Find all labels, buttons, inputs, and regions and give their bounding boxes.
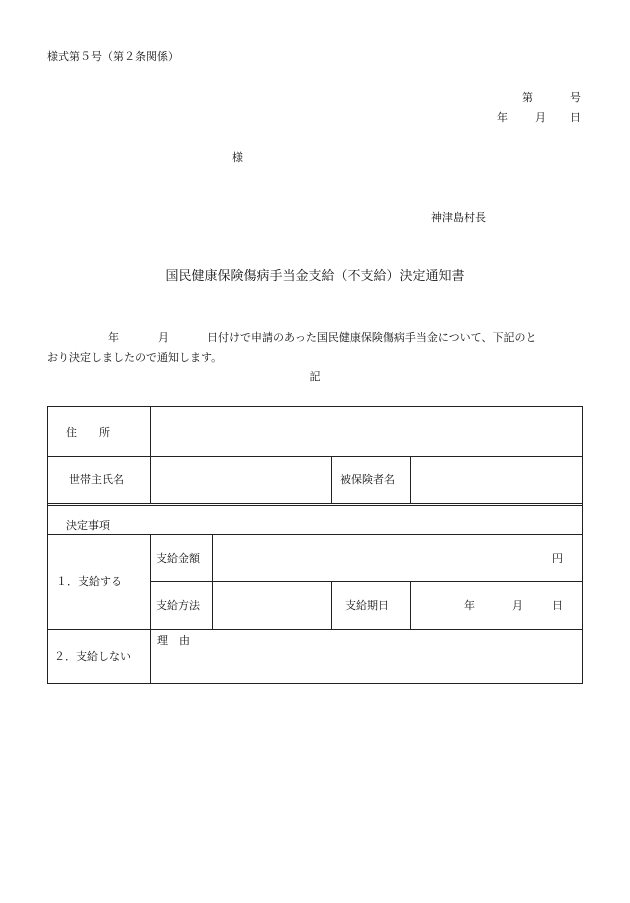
- insured-name-label: 被保険者名: [340, 473, 395, 486]
- table-line: [150, 406, 151, 504]
- recipient-honorific: 様: [232, 151, 243, 164]
- decision-section-label: 決定事項: [66, 519, 110, 532]
- form-number: 様式第５号（第２条関係）: [47, 50, 179, 63]
- table-line: [47, 629, 583, 630]
- table-line: [150, 581, 583, 582]
- table-line: [212, 534, 213, 629]
- table-line: [410, 581, 411, 629]
- table-line: [47, 505, 583, 506]
- table-line: [47, 406, 583, 407]
- option-pay-label: １．支給する: [56, 575, 122, 588]
- amount-unit: 円: [552, 552, 563, 565]
- doc-number-suffix: 号: [570, 91, 581, 104]
- body-sentence-part2: おり決定しましたので通知します。: [47, 351, 223, 364]
- table-line: [47, 683, 583, 684]
- table-line: [582, 406, 583, 684]
- table-line: [331, 456, 332, 504]
- table-line: [331, 581, 332, 629]
- payment-date-year: 年: [464, 599, 475, 612]
- doc-number-prefix: 第: [522, 91, 533, 104]
- table-line: [47, 406, 48, 684]
- table-line: [150, 534, 151, 684]
- option-no-pay-label: ２．支給しない: [54, 650, 131, 663]
- ki-label: 記: [309, 370, 321, 383]
- payment-date-day: 日: [552, 599, 563, 612]
- payment-date-label: 支給期日: [345, 599, 389, 612]
- householder-name-label: 世帯主氏名: [69, 473, 124, 486]
- issue-date-month: 月: [535, 111, 546, 124]
- body-sentence-part1: 日付けで申請のあった国民健康保険傷病手当金について、下記のと: [207, 331, 537, 344]
- table-line: [47, 503, 583, 504]
- body-year: 年: [108, 331, 119, 344]
- table-line: [47, 456, 583, 457]
- issue-date-day: 日: [570, 111, 581, 124]
- table-line: [410, 456, 411, 504]
- document-title: 国民健康保険傷病手当金支給（不支給）決定通知書: [165, 269, 465, 284]
- payment-method-label: 支給方法: [156, 599, 200, 612]
- issue-date-year: 年: [497, 111, 508, 124]
- issuer-name: 神津島村長: [431, 211, 486, 224]
- reason-label: 理 由: [157, 634, 190, 647]
- table-line: [47, 534, 583, 535]
- payment-date-month: 月: [512, 599, 523, 612]
- payment-amount-label: 支給金額: [156, 552, 200, 565]
- body-month: 月: [158, 331, 169, 344]
- address-label: 住 所: [66, 426, 110, 439]
